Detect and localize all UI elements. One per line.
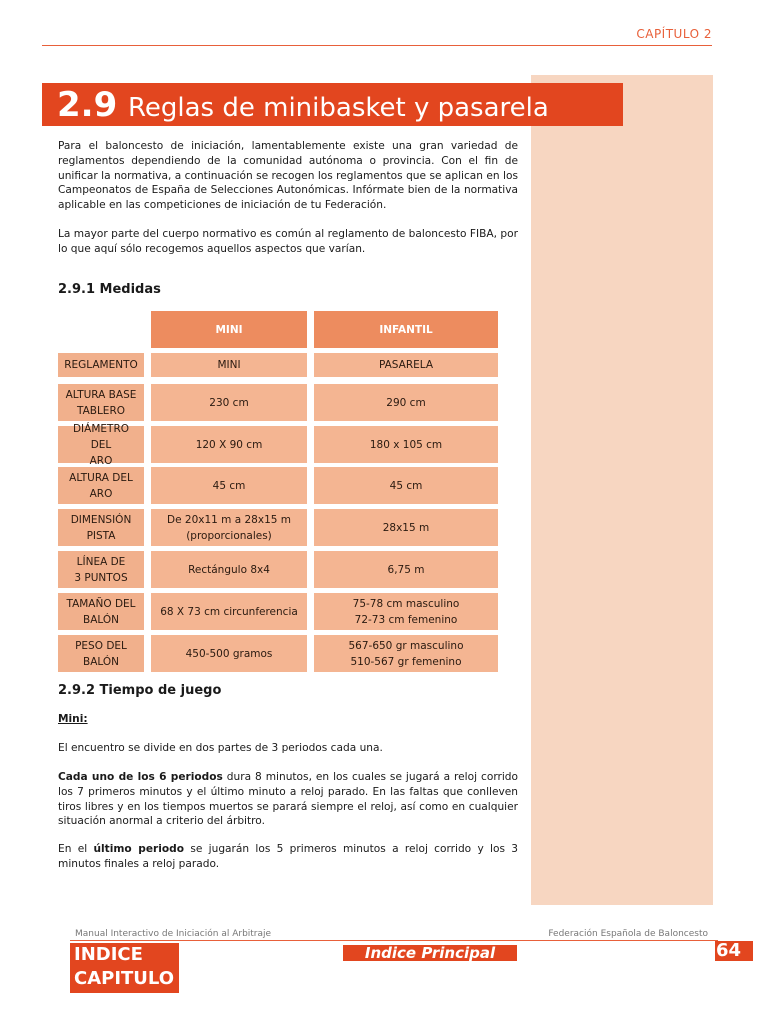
table-cell-line: 120 X 90 cm	[195, 438, 263, 451]
table-cell-label	[58, 509, 144, 546]
tiempo-paragraph-3-pre: En el	[58, 843, 94, 855]
table-cell-infantil	[314, 509, 498, 546]
table-cell-line: PISTA	[86, 529, 116, 542]
chapter-label: CAPÍTULO 2	[636, 27, 712, 41]
column-header-mini: MINI	[151, 311, 307, 348]
index-chapter-label-2: CAPITULO	[74, 968, 175, 989]
index-chapter-button[interactable]	[70, 943, 179, 993]
table-cell-line: TABLERO	[76, 404, 125, 417]
table-cell-text	[209, 395, 248, 411]
footer-federation: Federación Española de Baloncesto	[548, 929, 708, 939]
table-cell-text	[217, 357, 240, 373]
table-cell-text	[379, 357, 433, 373]
table-cell-line: 28x15 m	[382, 521, 430, 534]
table-cell-text	[388, 562, 425, 578]
subheading-mini: Mini:	[58, 713, 88, 725]
section-number: 2.9	[57, 85, 118, 125]
tiempo-paragraph-2-bold: Cada uno de los 6 periodos	[58, 771, 223, 783]
table-cell-line: Rectángulo 8x4	[188, 563, 270, 576]
table-cell-text	[66, 596, 135, 628]
table-cell-text	[66, 387, 137, 419]
table-cell-label	[58, 593, 144, 630]
table-cell-infantil	[314, 426, 498, 463]
table-cell-line: BALÓN	[83, 613, 119, 626]
table-cell-text	[383, 520, 430, 536]
table-cell-infantil	[314, 384, 498, 421]
table-cell-line: ALTURA DEL	[69, 471, 133, 484]
table-cell-mini	[151, 384, 307, 421]
table-cell-line: De 20x11 m a 28x15 m	[167, 513, 291, 526]
heading-medidas: 2.9.1 Medidas	[58, 282, 161, 297]
table-cell-line: REGLAMENTO	[64, 359, 138, 371]
table-cell-text	[213, 478, 246, 494]
tiempo-paragraph-2-rest: dura 8 minutos, en los cuales se jugará a reloj corrido los 7 primeros minutos y el último minuto a reloj parado. En las faltas que conlleven tiros libres y en los tiempos muertos se parará siempre el reloj, así como en cualquier situación anormal a criterio del árbitro.	[58, 771, 518, 828]
table-cell-infantil	[314, 635, 498, 672]
table-cell-text	[75, 638, 127, 670]
intro-paragraph-2: La mayor parte del cuerpo normativo es común al reglamento de baloncesto FIBA, por lo que aquí sólo recogemos aquellos aspectos que varían.	[58, 228, 518, 255]
table-cell-text	[353, 596, 460, 628]
table-cell-line: (proporcionales)	[186, 529, 272, 542]
table-cell-label	[58, 422, 144, 467]
table-cell-text	[390, 478, 423, 494]
main-index-button[interactable]: Indice Principal	[343, 945, 517, 961]
table-cell-text	[196, 437, 263, 453]
sidebar-panel	[531, 75, 713, 905]
tiempo-paragraph-3-rest: se jugarán los 5 primeros minutos a reloj corrido y los 3 minutos finales a reloj parado.	[58, 843, 519, 870]
table-cell-text	[186, 646, 273, 662]
table-cell-infantil	[314, 593, 498, 630]
table-cell-line: ARO	[89, 454, 113, 467]
table-cell-line: 3 PUNTOS	[74, 571, 128, 584]
intro-paragraph-1: Para el baloncesto de iniciación, lamentablemente existe una gran variedad de reglamentos dependiendo de la comunidad autónoma o provincia. Con el fin de unificar la normativa, a continuación se recogen los reglamentos que se aplican en los Campeonatos de España de Selecciones Autonómicas. Infórmate bien de la normativa aplicable en las competiciones de iniciación de tu Federación.	[58, 140, 518, 212]
table-cell-text	[71, 512, 132, 544]
tiempo-paragraph-2	[58, 770, 518, 829]
table-cell-line: 510-567 gr femenino	[350, 655, 462, 668]
tiempo-paragraph-3-bold: último periodo	[93, 843, 185, 855]
table-cell-text	[62, 421, 140, 469]
column-header-infantil: INFANTIL	[314, 311, 498, 348]
table-cell-line: 75-78 cm masculino	[352, 597, 460, 610]
table-cell-line: 450-500 gramos	[185, 647, 273, 660]
table-cell-label	[58, 551, 144, 588]
table-cell-line: DIÁMETRO DEL	[72, 422, 130, 451]
table-cell-line: TAMAÑO DEL	[66, 597, 136, 610]
table-cell-text	[167, 512, 291, 544]
table-cell-label	[58, 635, 144, 672]
table-cell-infantil	[314, 467, 498, 504]
table-cell-mini	[151, 509, 307, 546]
table-cell-line: ARO	[89, 487, 113, 500]
table-cell-line: ALTURA BASE	[65, 388, 137, 401]
table-cell-line: 290 cm	[386, 396, 426, 409]
table-cell-text	[74, 554, 127, 586]
footer-manual-title: Manual Interactivo de Iniciación al Arbitraje	[75, 929, 272, 939]
table-cell-label	[58, 353, 144, 377]
table-cell-text	[348, 638, 463, 670]
table-cell-line: PESO DEL	[75, 639, 127, 652]
index-chapter-label-1: INDICE	[74, 944, 143, 965]
table-cell-line: 180 x 105 cm	[369, 438, 443, 451]
table-cell-line: BALÓN	[83, 655, 119, 668]
table-cell-label	[58, 384, 144, 421]
table-cell-mini	[151, 426, 307, 463]
heading-tiempo: 2.9.2 Tiempo de juego	[58, 683, 222, 698]
table-cell-mini	[151, 353, 307, 377]
table-cell-mini	[151, 635, 307, 672]
table-cell-infantil	[314, 353, 498, 377]
table-cell-text	[370, 437, 442, 453]
table-cell-line: 72-73 cm femenino	[354, 613, 458, 626]
table-cell-mini	[151, 467, 307, 504]
table-cell-line: LÍNEA DE	[76, 555, 126, 568]
table-cell-line: PASARELA	[378, 359, 434, 371]
tiempo-paragraph-1: El encuentro se divide en dos partes de 3 periodos cada una.	[58, 742, 383, 754]
table-cell-text	[160, 604, 298, 620]
tiempo-paragraph-3	[58, 842, 518, 872]
table-cell-line: 45 cm	[389, 479, 423, 492]
table-cell-mini	[151, 551, 307, 588]
table-cell-label	[58, 467, 144, 504]
table-cell-line: 45 cm	[212, 479, 246, 492]
table-cell-text	[64, 357, 138, 373]
table-cell-line: 68 X 73 cm circunferencia	[160, 605, 298, 618]
top-divider	[42, 45, 712, 46]
table-cell-line: MINI	[217, 359, 241, 371]
table-cell-infantil	[314, 551, 498, 588]
table-cell-line: 230 cm	[209, 396, 249, 409]
table-cell-line: 567-650 gr masculino	[348, 639, 464, 652]
table-cell-line: 6,75 m	[387, 563, 425, 576]
table-cell-mini	[151, 593, 307, 630]
table-cell-line: DIMENSIÓN	[70, 513, 132, 526]
page-title: Reglas de minibasket y pasarela	[128, 93, 549, 123]
page-number: 64	[715, 941, 753, 961]
table-cell-text	[69, 470, 133, 502]
table-cell-text	[386, 395, 425, 411]
table-cell-text	[188, 562, 270, 578]
footer-divider	[70, 940, 718, 941]
